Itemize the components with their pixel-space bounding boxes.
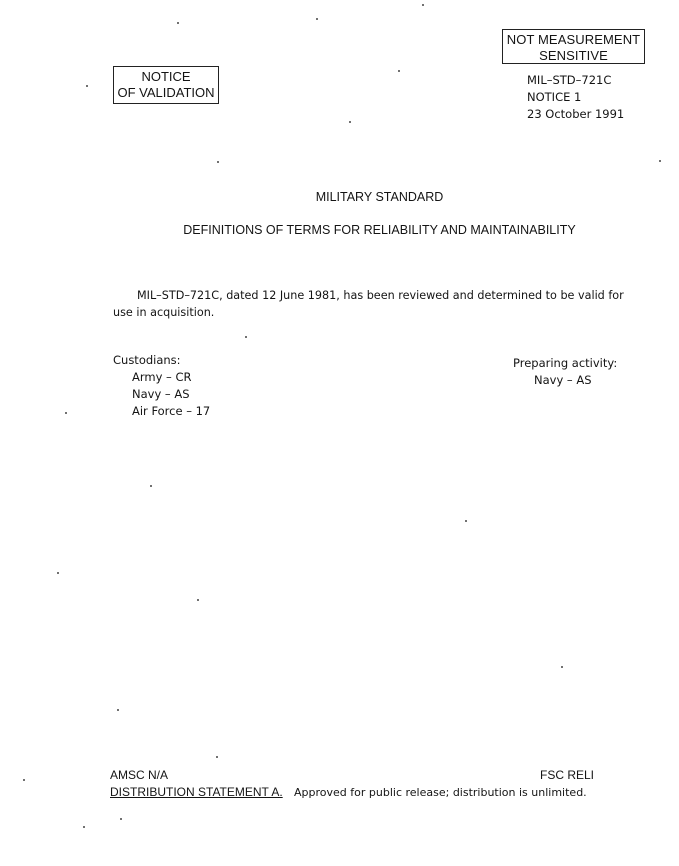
- scan-speck: [83, 826, 85, 828]
- scan-speck: [197, 599, 199, 601]
- custodians-block: [113, 352, 210, 420]
- scan-speck: [150, 485, 152, 487]
- scan-speck: [86, 85, 88, 87]
- scan-speck: [422, 4, 424, 6]
- notice-box-line2: OF VALIDATION: [117, 85, 215, 100]
- custodian-army: Army – CR: [132, 370, 192, 384]
- distribution-label: DISTRIBUTION STATEMENT A.: [110, 785, 283, 799]
- custodians-label: Custodians:: [113, 353, 181, 367]
- scan-speck: [398, 70, 400, 72]
- preparing-activity-value: Navy – AS: [534, 373, 592, 387]
- scan-speck: [316, 18, 318, 20]
- notice-box-line1: NOTICE: [141, 69, 191, 84]
- fsc-code: FSC RELI: [540, 768, 595, 782]
- measurement-box-line2: SENSITIVE: [539, 48, 608, 63]
- scan-speck: [216, 756, 218, 758]
- document-identifier: [527, 72, 624, 123]
- document-number: MIL–STD–721C: [527, 73, 612, 87]
- scan-speck: [117, 709, 119, 711]
- document-title: MILITARY STANDARD: [315, 190, 444, 204]
- scan-speck: [177, 22, 179, 24]
- measurement-box-line1: NOT MEASUREMENT: [506, 32, 641, 47]
- distribution-statement: [110, 785, 587, 799]
- scan-speck: [217, 161, 219, 163]
- scan-speck: [465, 520, 467, 522]
- distribution-text: Approved for public release; distribution is unlimited.: [294, 786, 587, 799]
- scan-speck: [57, 572, 59, 574]
- scan-speck: [65, 412, 67, 414]
- notice-date: 23 October 1991: [527, 107, 625, 121]
- scan-speck: [561, 666, 563, 668]
- scan-speck: [120, 818, 122, 820]
- amsc-code: AMSC N/A: [110, 768, 169, 782]
- custodian-navy: Navy – AS: [132, 387, 190, 401]
- preparing-activity-label: Preparing activity:: [513, 356, 618, 370]
- custodian-air-force: Air Force – 17: [132, 404, 211, 418]
- measurement-sensitivity-box: [502, 29, 645, 64]
- document-subtitle: DEFINITIONS OF TERMS FOR RELIABILITY AND MAINTAINABILITY: [183, 223, 576, 237]
- preparing-activity-block: [513, 355, 617, 389]
- scan-speck: [349, 121, 351, 123]
- validation-statement: MIL–STD–721C, dated 12 June 1981, has been reviewed and determined to be valid for use in acquisition.: [113, 289, 624, 319]
- scan-speck: [23, 779, 25, 781]
- scan-speck: [659, 160, 661, 162]
- notice-of-validation-box: [113, 66, 219, 104]
- scan-speck: [245, 336, 247, 338]
- notice-number: NOTICE 1: [527, 90, 582, 104]
